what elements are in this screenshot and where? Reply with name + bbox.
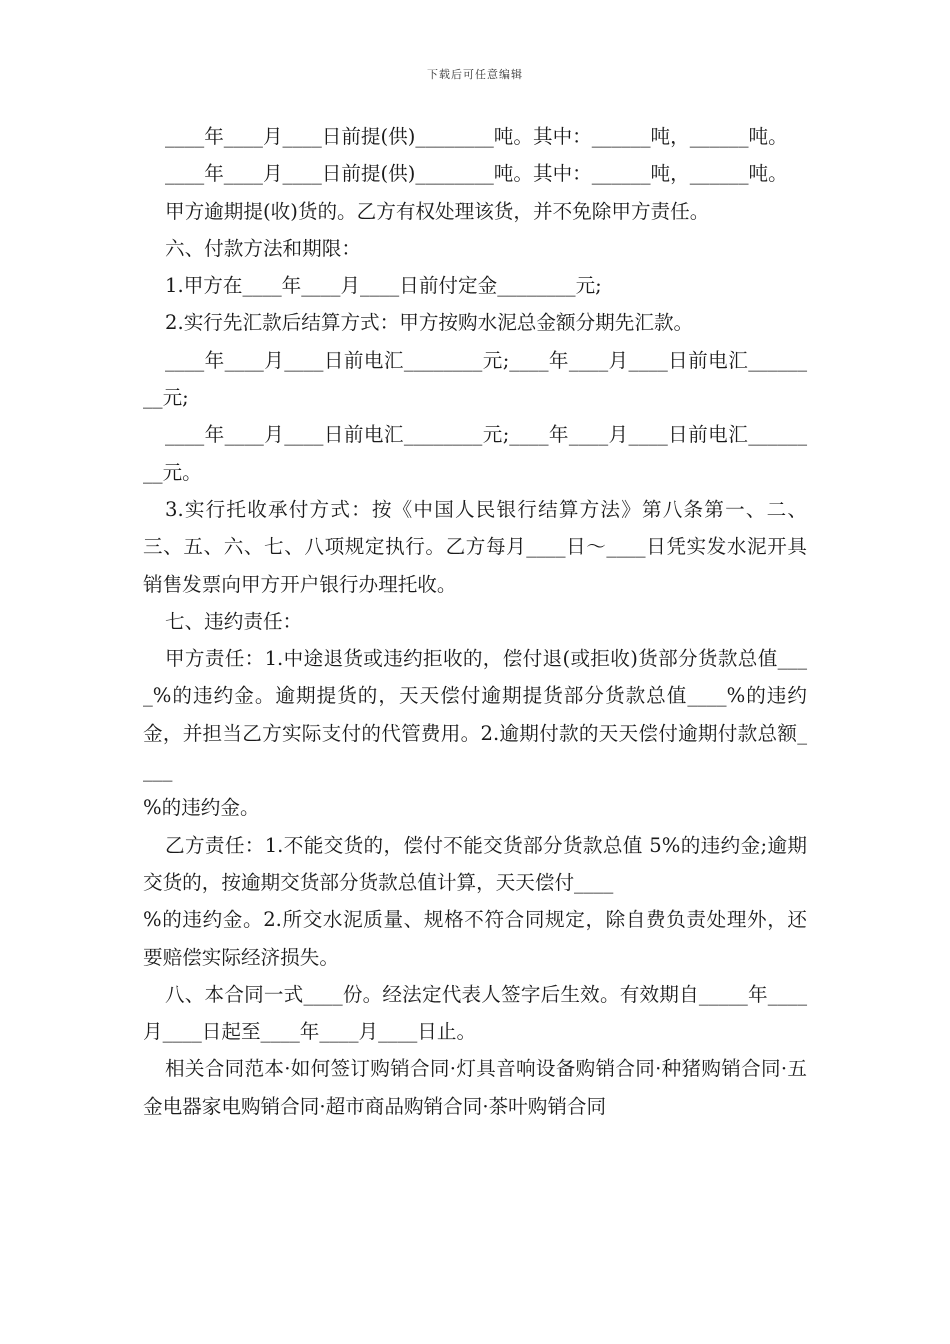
wire-schedule-line-2: ____年____月____日前电汇________元;____年____月____日前电汇________元。	[143, 423, 807, 484]
payment-deposit-clause: 1.甲方在____年____月____日前付定金________元;	[165, 274, 602, 298]
payment-remittance-clause: 2.实行先汇款后结算方式：甲方按购水泥总金额分期先汇款。	[165, 311, 694, 335]
section-heading-payment: 六、付款方法和期限：	[165, 236, 361, 260]
party-a-liability-tail: %的违约金。	[143, 796, 260, 820]
section-heading-liability: 七、违约责任：	[165, 609, 303, 633]
delivery-schedule-line-1: ____年____月____日前提(供)________吨。其中：______吨，______吨。	[165, 125, 788, 148]
collection-clause: 3.实行托收承付方式：按《中国人民银行结算方法》第八条第一、二、三、五、六、七、八项规定执行。乙方每月____日～____日凭实发水泥开具销售发票向甲方开户银行办理托收。	[143, 497, 807, 596]
wire-schedule-line-1: ____年____月____日前电汇________元;____年____月____日前电汇________元;	[143, 348, 807, 410]
party-b-liability-tail: %的违约金。2.所交水泥质量、规格不符合同规定，除自费负责处理外，还要赔偿实际经济损失。	[143, 908, 807, 969]
delivery-schedule-line-2: ____年____月____日前提(供)________吨。其中：______吨，______吨。	[165, 162, 788, 186]
contract-body	[143, 118, 807, 1125]
related-templates-list: 相关合同范本·如何签订购销合同·灯具音响设备购销合同·种猪购销合同·五金电器家电购销合同·超市商品购销合同·茶叶购销合同	[143, 1057, 807, 1118]
party-b-liability: 乙方责任：1.不能交货的，偿付不能交货部分货款总值 5%的违约金;逾期交货的，按逾期交货部分货款总值计算，天天偿付____	[143, 833, 807, 894]
section-heading-copies-validity: 八、本合同一式____份。经法定代表人签字后生效。有效期自_____年____月____日起至____年____月____日止。	[143, 982, 807, 1044]
overdue-pickup-clause: 甲方逾期提(收)货的。乙方有权处理该货，并不免除甲方责任。	[165, 199, 710, 223]
page-header-note: 下载后可任意编辑	[427, 68, 523, 81]
party-a-liability: 甲方责任：1.中途退货或违约拒收的，偿付退(或拒收)货部分货款总值____%的违约金。逾期提货的，天天偿付逾期提货部分货款总值____%的违约金，并担当乙方实际支付的代管费用。2.逾期付款的天天偿付逾期付款总额____	[143, 647, 807, 783]
